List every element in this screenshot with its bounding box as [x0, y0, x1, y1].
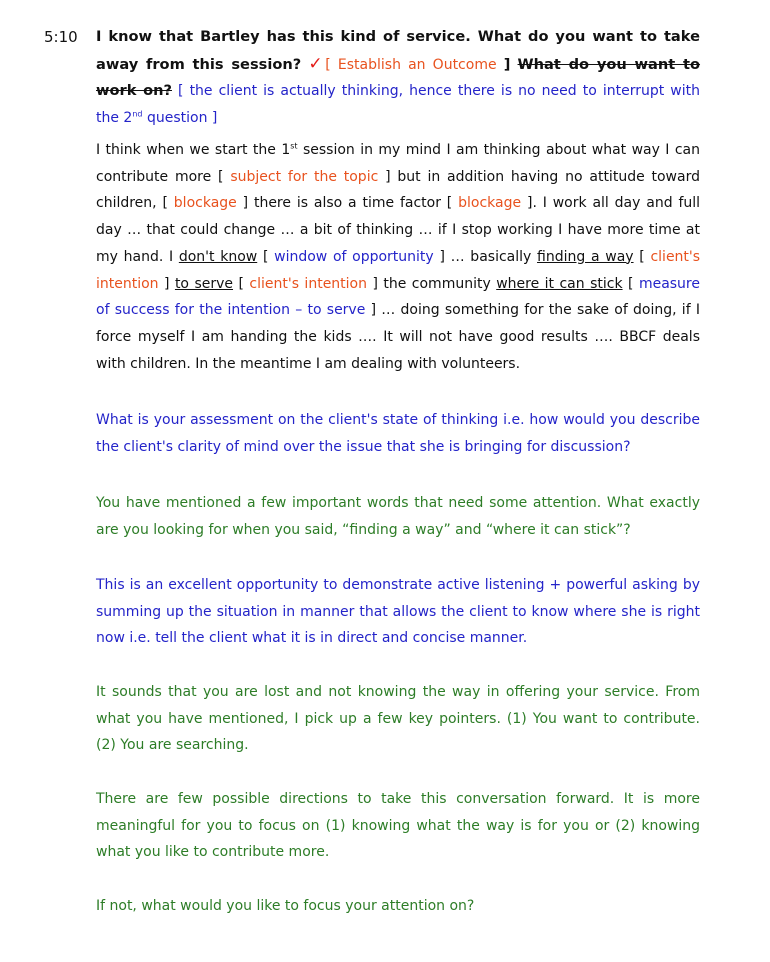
tag-window-of-opportunity: window of opportunity [274, 248, 434, 265]
tag-measure-of-success: measure of success for the intention – to serve [96, 275, 700, 319]
underlined-phrase: finding a way [537, 248, 634, 265]
tag-clients-intention: client's intention [249, 275, 367, 292]
answer-segment: ]. I work all day and full day … that could change … a bit of thinking … if I stop working I have more time at my hand. I [96, 195, 701, 265]
answer-segment: ] … basically [439, 248, 532, 265]
underlined-phrase: where it can stick [496, 275, 623, 292]
tag-bracket-close: ] [503, 55, 511, 73]
answer-segment: [ [238, 275, 244, 292]
tag-blockage: blockage [173, 195, 237, 212]
timestamp: 5:10 [44, 28, 78, 46]
client-answer [96, 137, 700, 377]
supervisor-note-sup: nd [132, 109, 143, 119]
tag-subject-for-topic: subject for the topic [230, 168, 379, 185]
underlined-phrase: to serve [174, 275, 234, 292]
underlined-phrase: don't know [178, 248, 258, 265]
answer-segment: ] the community [372, 275, 491, 292]
focus-paragraph: If not, what would you like to focus your attention on? [96, 898, 475, 914]
tag-blockage: blockage [458, 195, 522, 212]
assessment-paragraph-block [96, 407, 700, 460]
opportunity-paragraph: This is an excellent opportunity to demonstrate active listening + powerful asking by summing up the situation in manner that allows the client to know where she is right now i.e. tell the client what it is in direct and concise manner. [96, 577, 700, 647]
directions-paragraph-block [96, 786, 700, 866]
question-text: I know that Bartley has this kind of service. What do you want to take away from this session? [96, 28, 700, 73]
directions-paragraph: There are few possible directions to take this conversation forward. It is more meaningful for you to focus on (1) knowing what the way is for you or (2) knowing what you like to contribute more. [96, 791, 700, 861]
tag-clients-intention: client's intention [96, 248, 701, 292]
opportunity-paragraph-block [96, 572, 700, 652]
answer-segment: ] [164, 275, 170, 292]
answer-segment: ] there is also a time factor [ [242, 195, 453, 212]
supervisor-note-b: question ] [146, 110, 218, 127]
client-answer-block [96, 137, 700, 377]
important-words-paragraph-block [96, 490, 700, 543]
tag-bracket-open: [ [325, 56, 331, 73]
answer-sup: st [290, 141, 298, 151]
assessment-paragraph: What is your assessment on the client's state of thinking i.e. how would you describe the client's clarity of mind over the issue that she is bringing for discussion? [96, 412, 700, 455]
focus-paragraph-block [96, 893, 700, 920]
coach-question-block [96, 24, 700, 132]
answer-segment: [ [628, 275, 634, 292]
supervisor-note-a: [ the client is actually thinking, hence there is no need to interrupt with the 2 [96, 83, 700, 127]
answer-segment: ] … doing something for the sake of doing, if I force myself I am handing the kids …. It will not have good results …. BBCF deals with children. In the meantime I am dealing with volunteers. [96, 302, 700, 372]
answer-segment: I think when we start the 1 [96, 142, 291, 158]
important-words-paragraph: You have mentioned a few important words that need some attention. What exactly are you looking for when you said, “finding a way” and “where it can stick”? [96, 495, 700, 538]
answer-segment: [ [639, 248, 645, 265]
coach-question [96, 24, 700, 132]
lost-paragraph: It sounds that you are lost and not knowing the way in offering your service. From what you have mentioned, I pick up a few key pointers. (1) You want to contribute. (2) You are searching. [96, 684, 700, 754]
check-mark-icon: ✓ [308, 53, 326, 74]
answer-segment: session in my mind I am thinking about what way I can contribute more [ [96, 142, 700, 185]
answer-segment: [ [262, 248, 269, 265]
tag-establish-outcome: Establish an Outcome [337, 56, 497, 73]
lost-paragraph-block [96, 679, 700, 759]
answer-segment: ] but in addition having no attitude toward children, [ [96, 168, 700, 212]
struck-question: What do you want to work on? [96, 55, 701, 100]
